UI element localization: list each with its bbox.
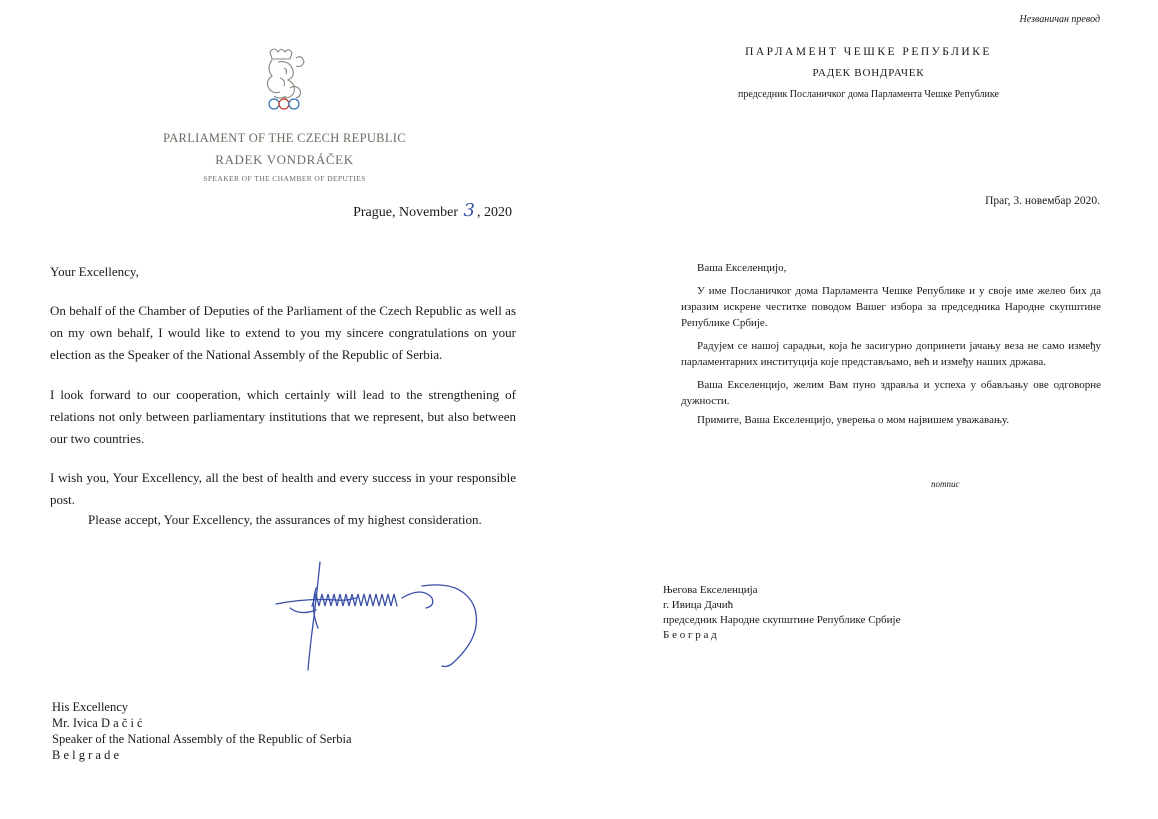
paragraph-3: I wish you, Your Excellency, all the best of health and every success in your responsible post. (50, 470, 516, 507)
translation-salutation: Ваша Екселенцијо, (697, 262, 787, 274)
translation-paragraph-2: Радујем се нашој сарадњи, која ће засигурно допринети јачању веза не само између парламентарних институција које представљамо, већ и између наших држава. (681, 340, 1101, 368)
recipient-line-4: B e l g r a d e (52, 748, 119, 762)
recipient-line-3: Speaker of the National Assembly of the Republic of Serbia (52, 732, 352, 746)
translation-parliament: ПАРЛАМЕНТ ЧЕШКЕ РЕПУБЛИКЕ (745, 46, 992, 58)
translation-recipient-line-1: Његова Екселенција (663, 584, 758, 596)
translation-name: РАДЕК ВОНДРАЧЕК (812, 67, 925, 79)
translation-paragraph-1: У име Посланичког дома Парламента Чешке Републике и у своје име желео бих да изразим искрене честитке поводом Вашег избора за председника Народне скупштине Републике Србије. (681, 285, 1101, 329)
date-prefix: Prague, November (353, 205, 459, 220)
translation-recipient-line-2: г. Ивица Дачић (663, 599, 734, 611)
translation-date: Праг, 3. новембар 2020. (985, 195, 1100, 207)
date-suffix: , 2020 (477, 205, 512, 220)
paragraph-1: On behalf of the Chamber of Deputies of the Parliament of the Czech Republic as well as on my own behalf, I would like to extend to you my sincere congratulations on your election as the Speaker of the National Assembly of the Republic of Serbia. (50, 303, 516, 362)
translation-recipient-line-4: Б е о г р а д (663, 629, 717, 641)
translation-letter (579, 0, 1158, 819)
recipient-line-1: His Excellency (52, 700, 129, 714)
signature-note: потпис (931, 479, 960, 489)
letterhead-parliament: PARLIAMENT OF THE CZECH REPUBLIC (163, 131, 406, 145)
salutation: Your Excellency, (50, 264, 139, 279)
letterhead-title: SPEAKER OF THE CHAMBER OF DEPUTIES (203, 174, 366, 183)
translation-closing: Примите, Ваша Екселенцијо, уверења о мом највишем уважавању. (697, 414, 1010, 426)
letterhead-name: RADEK VONDRÁČEK (215, 152, 354, 167)
letter-date (353, 200, 512, 221)
translation-recipient-address (663, 583, 900, 643)
unofficial-translation-note: Незваничан превод (1019, 14, 1100, 25)
paragraph-2: I look forward to our cooperation, which certainly will lead to the strengthening of relations not only between parliamentary institutions that we represent, but also between our two countries. (50, 387, 516, 446)
recipient-address (52, 699, 352, 763)
translation-title: председник Посланичког дома Парламента Чешке Републике (738, 89, 999, 100)
translation-recipient-line-3: председник Народне скупштине Републике Србије (663, 614, 901, 626)
handwritten-signature (272, 558, 492, 673)
translation-paragraph-3: Ваша Екселенцијо, желим Вам пуно здравља и успеха у обављању ове одговорне дужности. (681, 379, 1101, 407)
czech-lion-emblem-icon (256, 44, 312, 114)
recipient-line-2: Mr. Ivica D a č i ć (52, 716, 143, 730)
closing-line: Please accept, Your Excellency, the assurances of my highest consideration. (88, 512, 482, 527)
date-day-handwritten: 3 (463, 200, 475, 221)
